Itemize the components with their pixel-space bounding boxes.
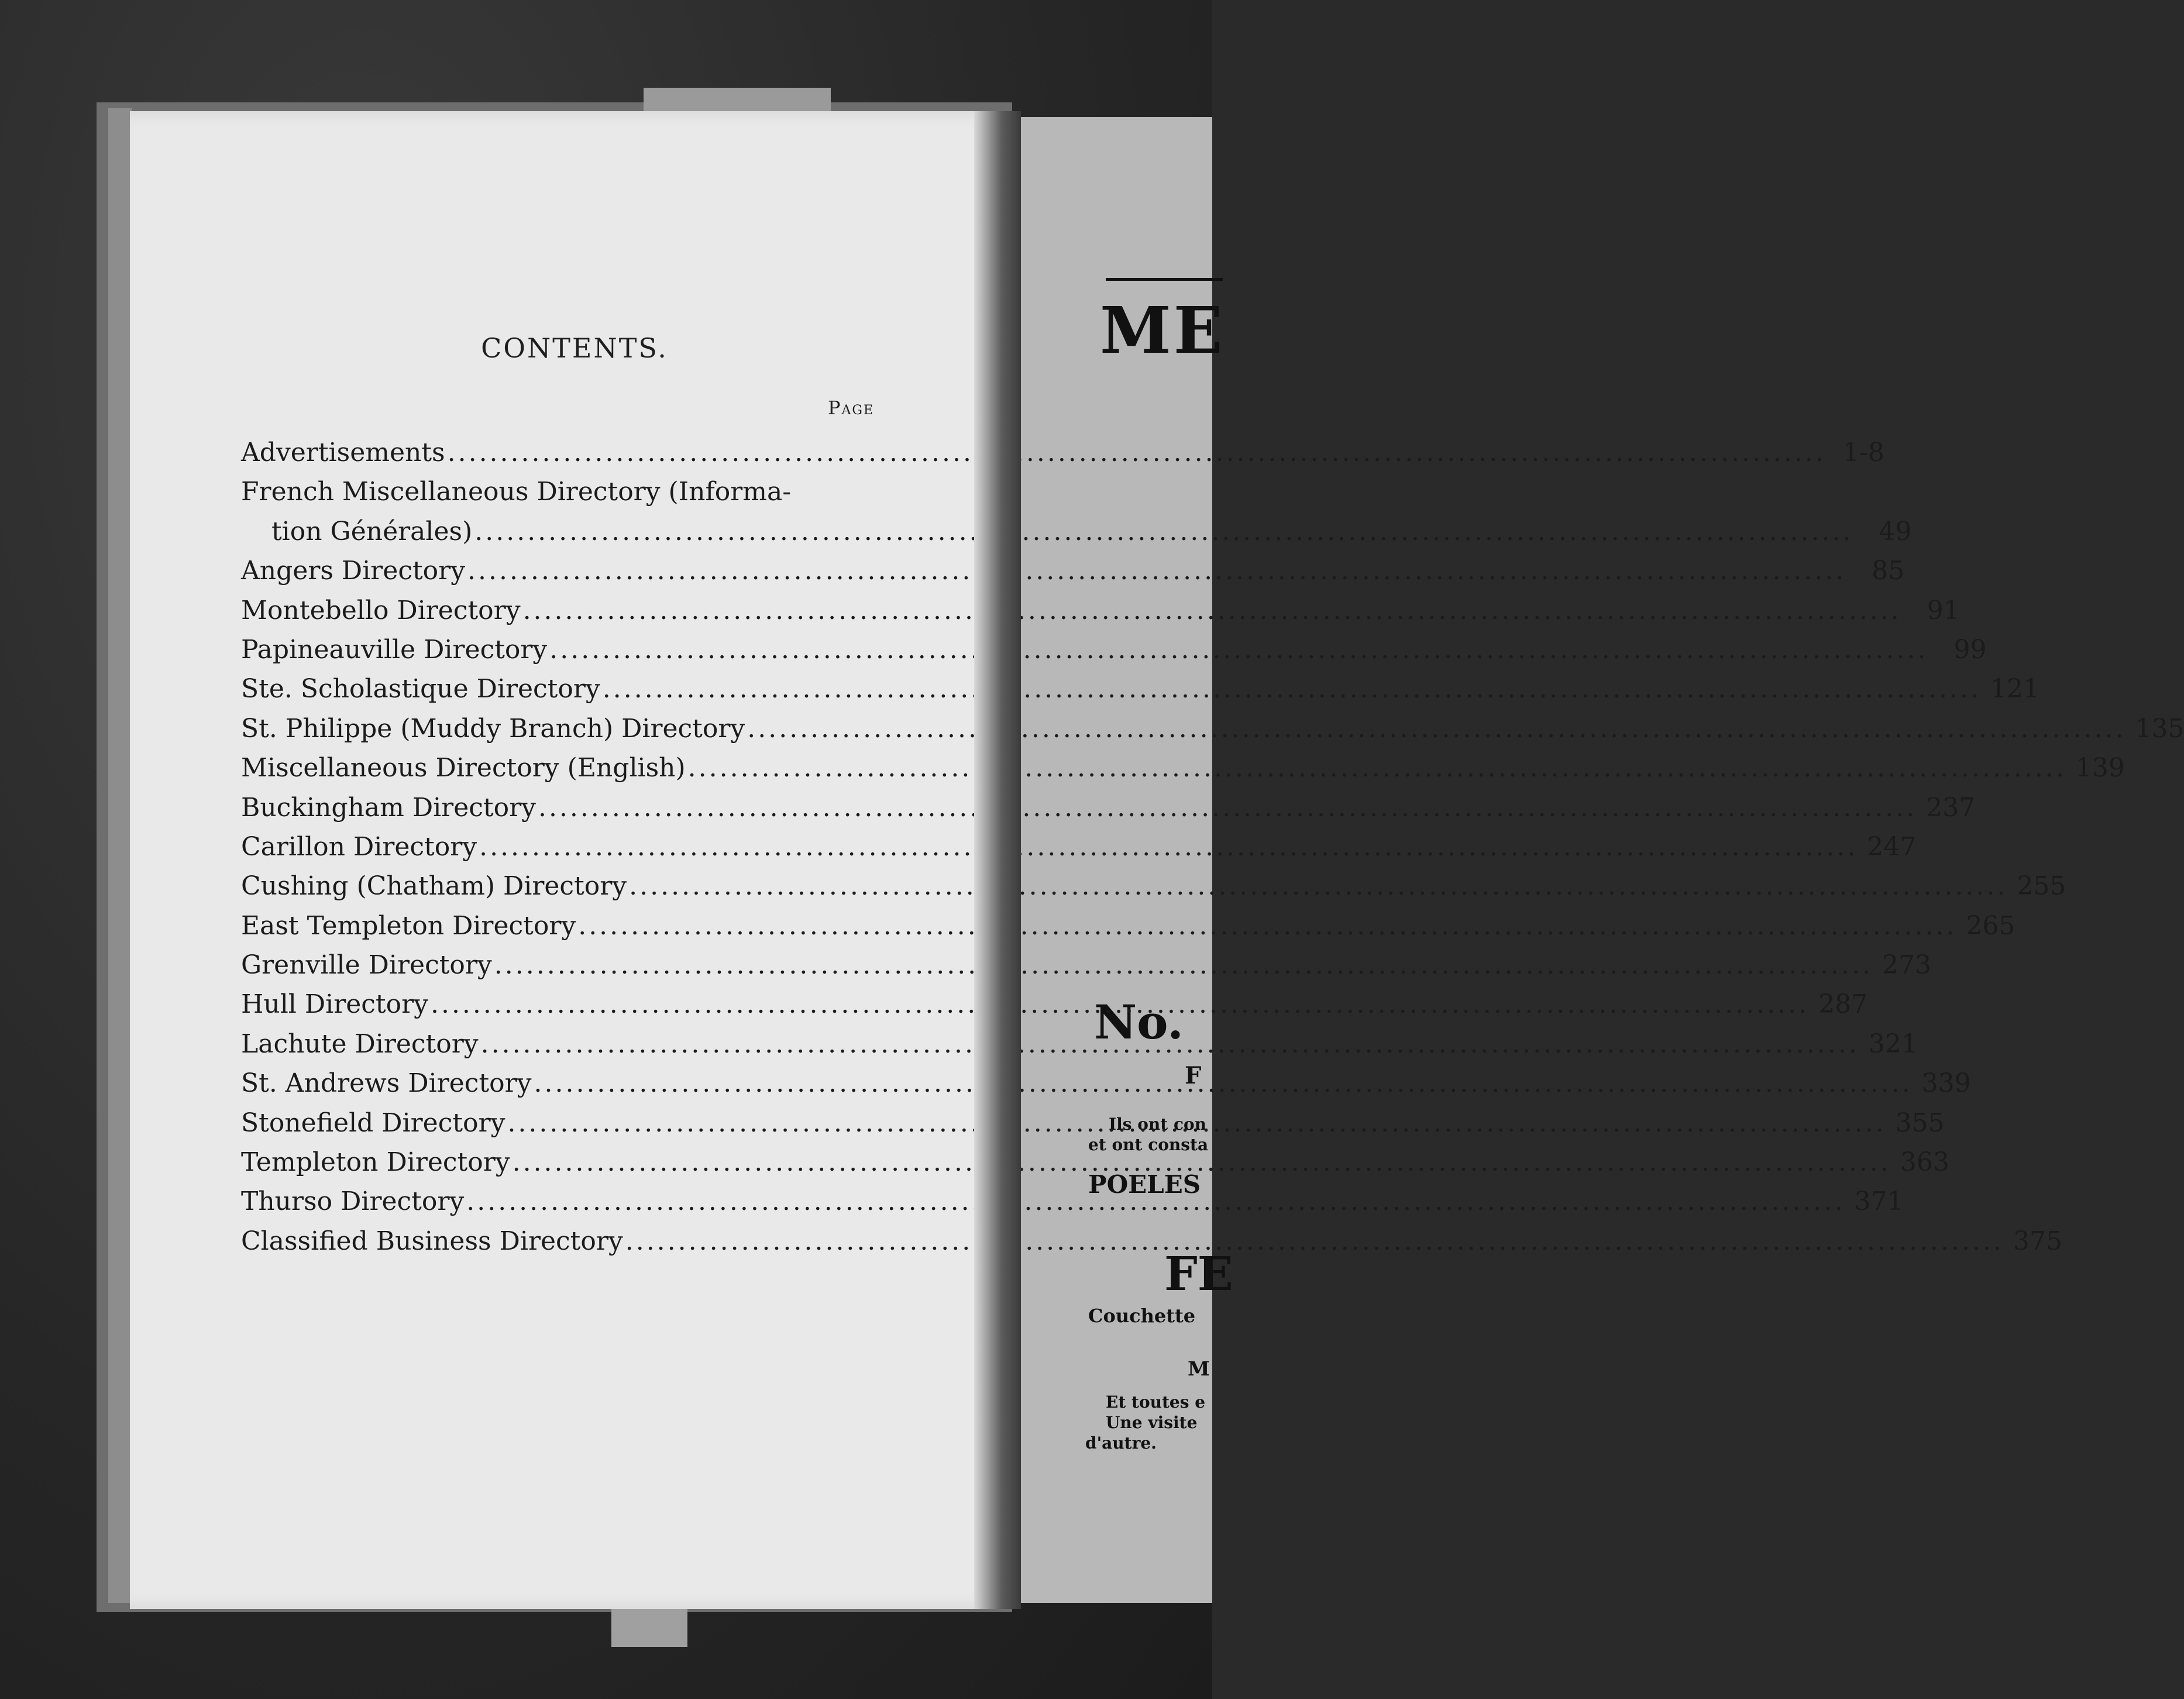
toc-leader-dots: [688, 748, 2066, 787]
toc-entry-page: 273: [1882, 950, 1932, 981]
toc-entry: [241, 906, 2016, 945]
toc-entry-title: Grenville Directory: [241, 950, 492, 981]
toc-entry-page: 321: [1868, 1029, 1918, 1059]
toc-leader-dots: [466, 1182, 1845, 1221]
toc-entry-page: 135: [2135, 713, 2184, 744]
toc-leader-dots: [629, 866, 2007, 906]
binding-tab-top: [644, 88, 831, 111]
ad-line-6: M: [1188, 1357, 1210, 1381]
toc-entry-page: 1-8: [1842, 438, 1884, 467]
toc-entry-title: St. Philippe (Muddy Branch) Directory: [241, 713, 745, 744]
toc-entry: [241, 512, 1912, 551]
toc-entry-title: East Templeton Directory: [241, 910, 576, 941]
toc-entry-title: Templeton Directory: [241, 1147, 510, 1178]
toc-entry: [241, 945, 1932, 985]
toc-leader-dots: [534, 1064, 1913, 1103]
toc-entry-page: 287: [1818, 989, 1868, 1020]
toc-entry: [241, 709, 2184, 748]
toc-entry: [241, 1024, 1918, 1064]
toc-entry-title: Classified Business Directory: [241, 1226, 623, 1256]
toc-entry: [241, 748, 2125, 787]
toc-entry-title: Miscellaneous Directory (English): [241, 753, 686, 783]
toc-leader-dots: [747, 709, 2125, 748]
toc-entry-title: Stonefield Directory: [241, 1108, 505, 1138]
toc-leader-dots: [513, 1143, 1891, 1182]
toc-entry-page: 247: [1867, 831, 1917, 862]
toc-entry-page: 91: [1927, 595, 1960, 625]
toc-entry: [241, 591, 1960, 630]
toc-entry-page: 339: [1921, 1068, 1971, 1099]
toc-leader-dots: [448, 433, 1826, 472]
toc-entry-title: Hull Directory: [241, 989, 428, 1020]
page-title: CONTENTS.: [481, 332, 668, 364]
book-page-edges: [108, 108, 132, 1603]
toc-entry-title: Montebello Directory: [241, 595, 521, 625]
toc-entry: [241, 551, 1905, 590]
toc-entry-title: St. Andrews Directory: [241, 1068, 532, 1099]
toc-leader-dots: [523, 591, 1901, 630]
toc-entry-title: Angers Directory: [241, 556, 466, 586]
toc-entry-title: Thurso Directory: [241, 1186, 465, 1217]
toc-entry-page: 237: [1926, 792, 1976, 823]
binding-tab-bottom: [611, 1606, 687, 1647]
toc-entry: [241, 1064, 1971, 1103]
toc-entry-page: 99: [1953, 634, 1987, 665]
toc-leader-dots: [538, 788, 1917, 827]
toc-entry-title: Papineauville Directory: [241, 634, 548, 665]
toc-entry-title: Ste. Scholastique Directory: [241, 674, 600, 704]
ad-line-5: Couchette: [1088, 1305, 1196, 1327]
toc-entry-page: 363: [1900, 1147, 1949, 1178]
ad-line-4: FE: [1164, 1246, 1233, 1301]
toc-leader-dots: [474, 512, 1853, 551]
toc-entry-page: 371: [1854, 1186, 1904, 1217]
toc-entry-title: Lachute Directory: [241, 1029, 479, 1059]
toc-entry-title: tion Générales): [271, 516, 473, 546]
toc-entry-page: 265: [1966, 910, 2016, 941]
toc-leader-dots: [578, 906, 1956, 945]
toc-entry-title: French Miscellaneous Directory (Informa-: [241, 477, 792, 507]
toc-leader-dots: [479, 827, 1858, 866]
ad-line-7: Et toutes e: [1106, 1392, 1206, 1412]
toc-leader-dots: [467, 551, 1846, 590]
toc-leader-dots: [507, 1103, 1886, 1143]
ad-line-f: F: [1185, 1062, 1202, 1089]
toc-entry-page: 121: [1990, 674, 2039, 704]
toc-entry: [241, 669, 2039, 709]
toc-entry: [241, 472, 885, 511]
toc-leader-dots: [603, 669, 1981, 709]
toc-entry: [241, 827, 1917, 866]
book-gutter: [974, 111, 1021, 1609]
toc-leader-dots: [549, 630, 1928, 669]
toc-entry-title: Carillon Directory: [241, 831, 477, 862]
ad-header-fragment: ME: [1100, 293, 1225, 368]
toc-entry-page: 139: [2075, 753, 2125, 783]
ad-line-8: Une visite: [1106, 1413, 1198, 1432]
toc-leader-dots: [431, 985, 1809, 1024]
ad-line-3: POELES: [1088, 1170, 1201, 1199]
toc-entry: [241, 433, 1884, 472]
toc-entry-page: 85: [1872, 556, 1905, 586]
ad-line-2: et ont consta: [1088, 1135, 1209, 1154]
toc-entry-page: 49: [1879, 516, 1912, 546]
toc-leader-dots: [481, 1024, 1859, 1064]
toc-entry-title: Buckingham Directory: [241, 792, 536, 823]
ad-line-1: Ils ont con: [1109, 1115, 1207, 1134]
toc-entry-page: 255: [2017, 871, 2066, 902]
toc-entry: [241, 788, 1976, 827]
toc-entry-page: 375: [2013, 1226, 2062, 1256]
toc-entry-title: Cushing (Chatham) Directory: [241, 871, 627, 902]
page-column-heading: Page: [828, 397, 875, 419]
toc-entry: [241, 1222, 2062, 1261]
toc-entry-page: 355: [1895, 1108, 1945, 1138]
header-rule: [1106, 278, 1223, 281]
toc-leader-dots: [494, 945, 1873, 985]
toc-entry-title: Advertisements: [241, 438, 445, 467]
toc-entry: [241, 866, 2066, 906]
toc-entry: [241, 630, 1987, 669]
ad-line-no: No.: [1094, 995, 1184, 1050]
ad-line-9: d'autre.: [1085, 1433, 1157, 1453]
toc-leader-dots: [625, 1222, 2004, 1261]
